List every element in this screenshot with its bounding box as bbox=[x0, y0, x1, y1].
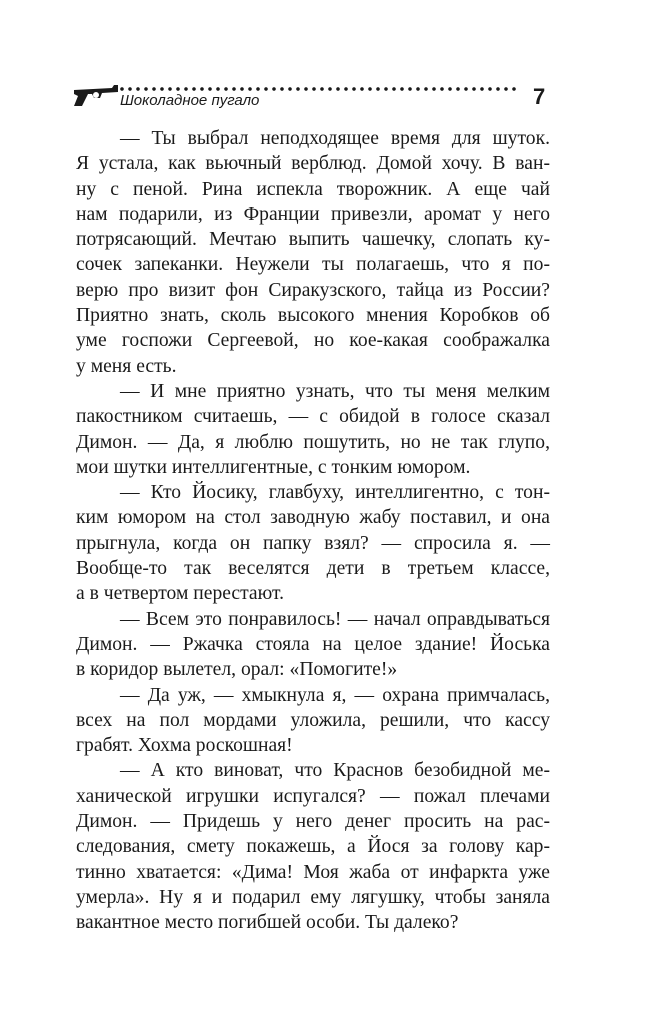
text-line: потрясающий. Мечтаю выпить чашечку, слопать ку- bbox=[76, 229, 550, 251]
text-line: — Всем это понравилось! — начал оправдываться bbox=[120, 608, 550, 630]
text-line: следования, смету покажешь, а Йося за голову кар- bbox=[76, 836, 550, 858]
text-line: верю про визит фон Сиракузского, тайца из России? bbox=[76, 279, 550, 301]
text-line: Димон. — Придешь у него денег просить на рас- bbox=[76, 811, 550, 833]
text-line: — Кто Йосику, главбуху, интеллигентно, с тон- bbox=[120, 482, 550, 504]
text-line: нам подарили, из Франции привезли, аромат у него bbox=[76, 203, 550, 225]
text-line: ханической игрушки испугался? — пожал плечами bbox=[76, 785, 550, 807]
text-line: ну с пеной. Рина испекла творожник. А еще чай bbox=[76, 178, 550, 200]
page-header bbox=[0, 0, 662, 120]
text-line: всех на пол мордами уложила, решили, что кассу bbox=[76, 709, 550, 731]
text-line: — И мне приятно узнать, что ты меня мелким bbox=[120, 380, 550, 402]
running-title: Шоколадное пугало bbox=[120, 92, 260, 109]
text-line: Димон. — Да, я люблю пошутить, но не так глупо, bbox=[76, 431, 550, 453]
text-line: прыгнула, когда он папку взял? — спросила я. — bbox=[76, 532, 550, 554]
text-line: а в четвертом перестают. bbox=[76, 583, 284, 605]
text-line: ким юмором на стол заводную жабу поставил, и она bbox=[76, 507, 550, 529]
text-line: Приятно знать, сколь высокого мнения Коробков об bbox=[76, 305, 550, 327]
revolver-icon bbox=[72, 80, 122, 110]
text-line: в коридор вылетел, орал: «Помогите!» bbox=[76, 659, 398, 681]
text-line: пакостником считаешь, — с обидой в голосе сказал bbox=[76, 406, 550, 428]
text-line: умерла». Ну я и подарил ему лягушку, чтобы заняла bbox=[76, 886, 550, 908]
text-line: Димон. — Ржачка стояла на целое здание! Йоська bbox=[76, 633, 550, 655]
text-line: — Да уж, — хмыкнула я, — охрана примчалась, bbox=[120, 684, 550, 706]
text-line: тинно хватается: «Дима! Моя жаба от инфаркта уже bbox=[76, 861, 550, 883]
text-line: вакантное место погибшей особи. Ты далеко? bbox=[76, 912, 459, 934]
text-line: уме госпожи Сергеевой, но кое-какая соображалка bbox=[76, 330, 550, 352]
text-line: Вообще-то так веселятся дети в третьем классе, bbox=[76, 558, 550, 580]
text-line: мои шутки интеллигентные, с тонким юмором. bbox=[76, 456, 471, 478]
body-text bbox=[76, 126, 550, 936]
text-line: — А кто виноват, что Краснов безобидной ме- bbox=[120, 760, 550, 782]
text-line: сочек запеканки. Неужели ты полагаешь, что я по- bbox=[76, 254, 550, 276]
page-number: 7 bbox=[533, 84, 546, 109]
text-line: Я устала, как вьючный верблюд. Домой хочу. В ван- bbox=[76, 153, 550, 175]
text-line: грабят. Хохма роскошная! bbox=[76, 735, 293, 757]
text-line: — Ты выбрал неподходящее время для шуток. bbox=[120, 128, 550, 149]
text-line: у меня есть. bbox=[76, 355, 177, 377]
